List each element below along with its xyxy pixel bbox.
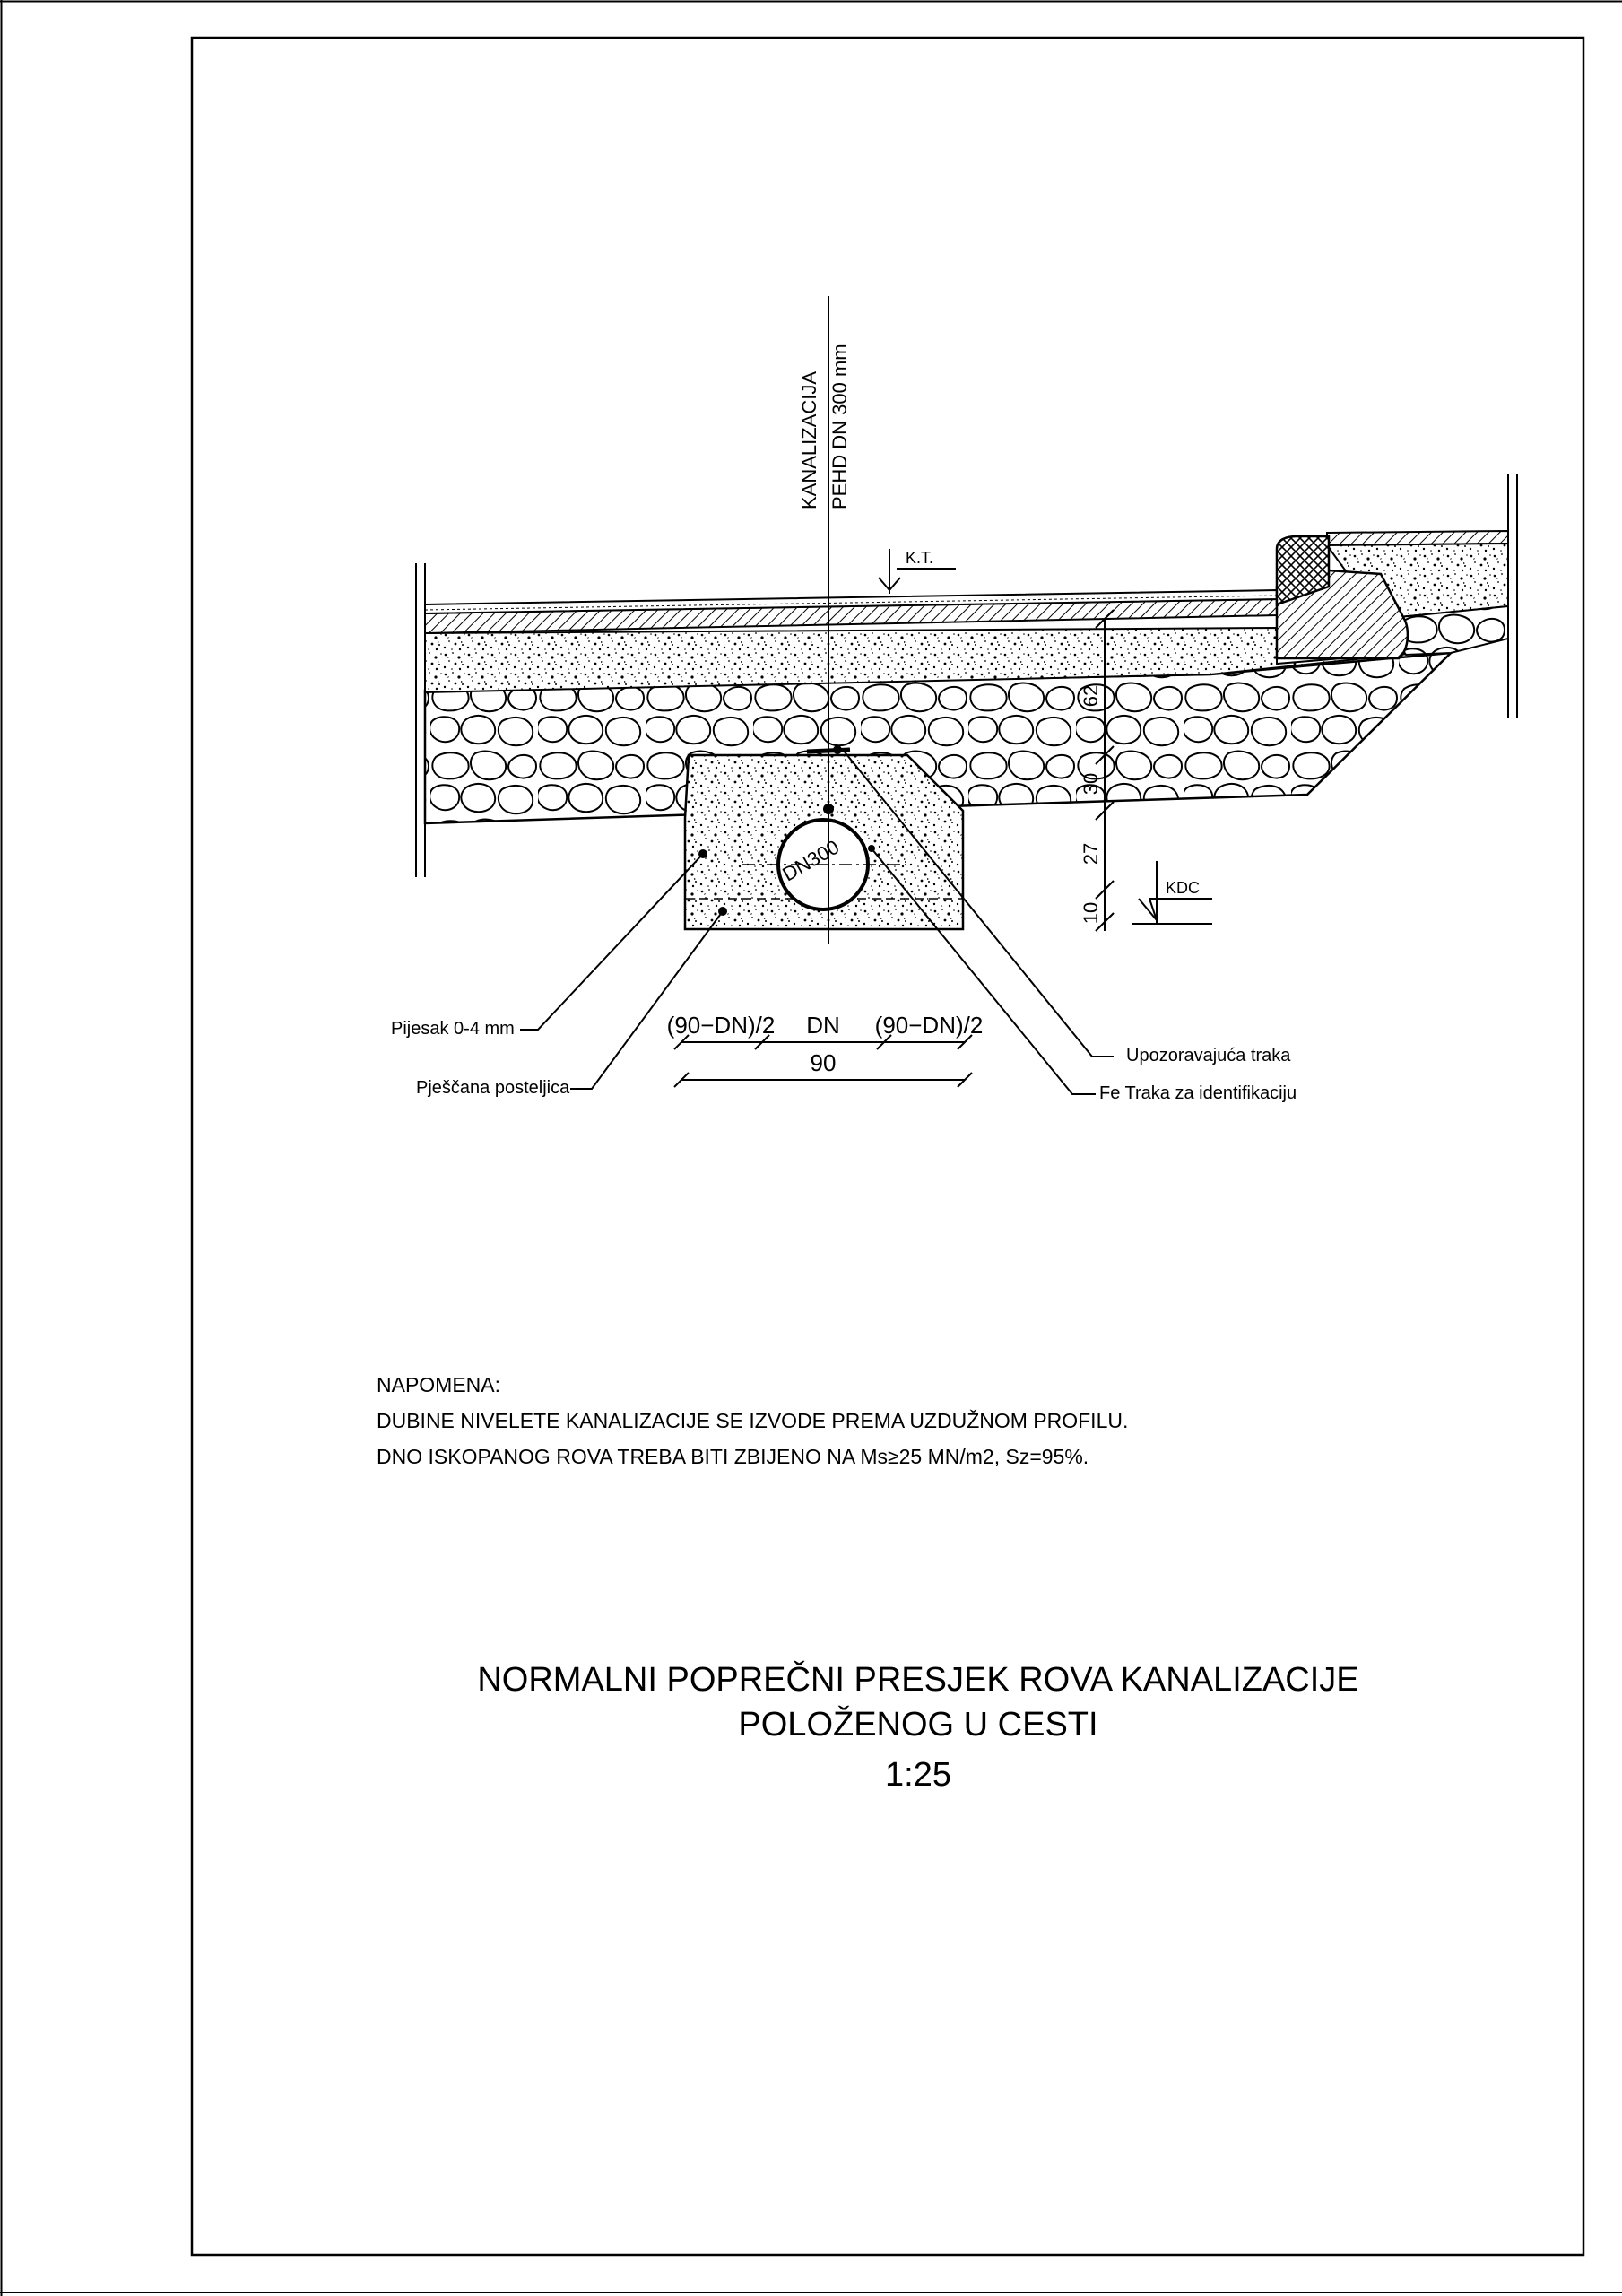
pipe-label: DN300 [778, 835, 844, 886]
drawing-title-line-2: POLOŽENOG U CESTI [738, 1706, 1098, 1744]
notes-line-2: DNO ISKOPANOG ROVA TREBA BITI ZBIJENO NA Ms≥25 MN/m2, Sz=95%. [377, 1445, 1089, 1468]
cross-section [416, 296, 1517, 1094]
dim-27: 27 [1080, 842, 1102, 865]
drawing-scale: 1:25 [885, 1756, 951, 1794]
dim-30: 30 [1080, 772, 1102, 796]
notes-block [377, 1367, 1128, 1474]
pipe-caption-1: KANALIZACIJA [798, 370, 820, 509]
callout-warning-tape: Upozoravajuća traka [1126, 1046, 1291, 1065]
callout-bedding: Pješčana posteljica [416, 1078, 570, 1098]
notes-heading: NAPOMENA: [377, 1373, 501, 1396]
dim-62: 62 [1080, 684, 1102, 708]
kt-label: K.T. [906, 549, 934, 567]
notes-line-1: DUBINE NIVELETE KANALIZACIJE SE IZVODE PREMA UZDUŽNOM PROFILU. [377, 1409, 1129, 1432]
dim-half-left: (90−DN)/2 [666, 1012, 776, 1039]
kdc-label: KDC [1166, 879, 1201, 897]
callout-fe-tape: Fe Traka za identifikaciju [1099, 1083, 1297, 1103]
dim-total: 90 [810, 1049, 837, 1076]
dim-dn: DN [806, 1012, 840, 1039]
dim-half-right: (90−DN)/2 [874, 1012, 984, 1039]
drawing-title-line-1: NORMALNI POPREČNI PRESJEK ROVA KANALIZACIJE [477, 1661, 1359, 1699]
pipe-caption-2: PEHD DN 300 mm [828, 344, 851, 509]
dim-10: 10 [1080, 901, 1102, 925]
callout-sand: Pijesak 0-4 mm [391, 1019, 515, 1039]
